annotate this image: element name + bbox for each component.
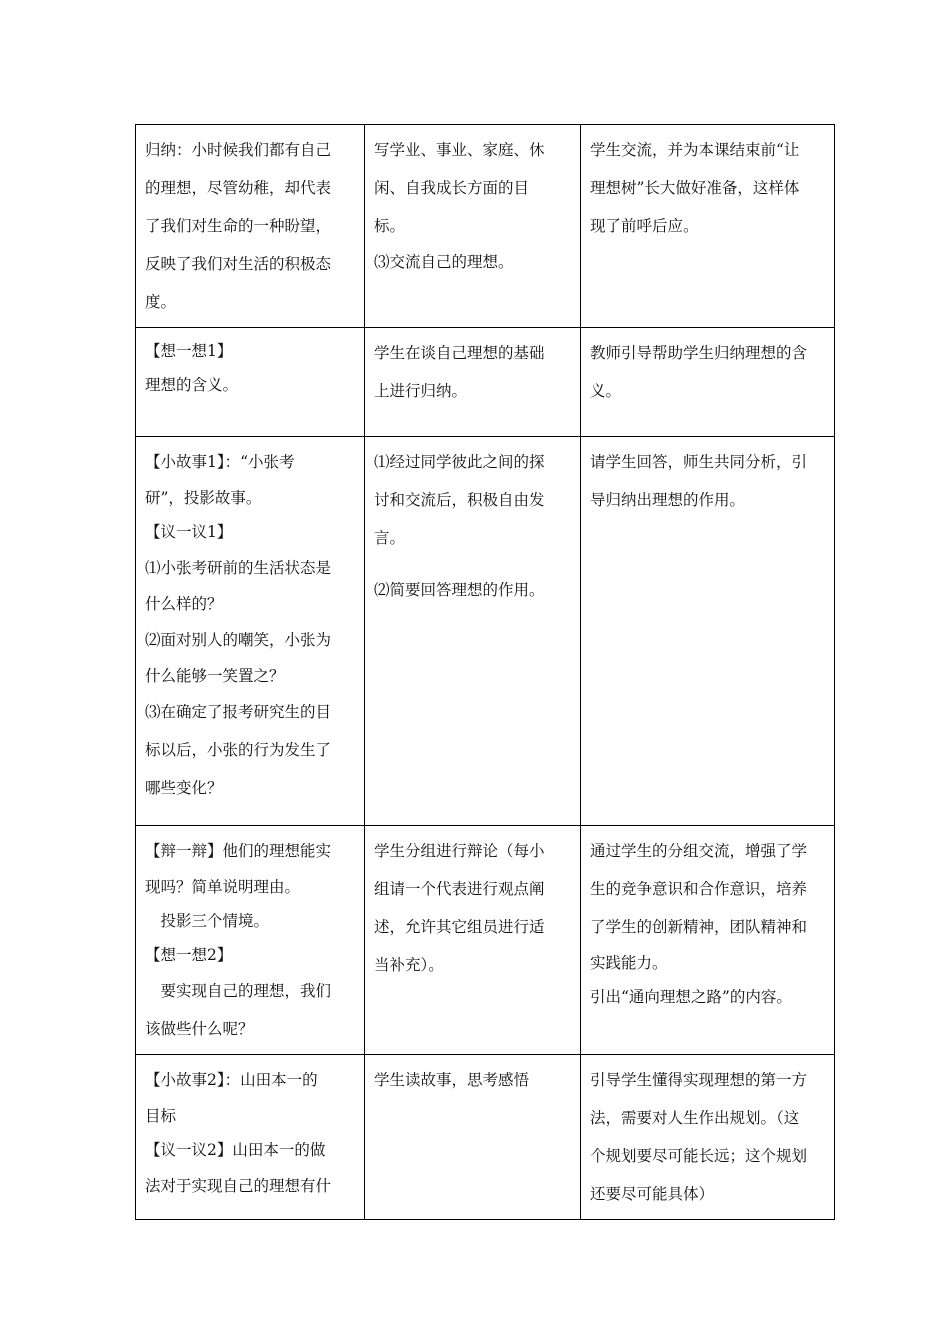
cell-line: 组请一个代表进行观点阐 bbox=[374, 880, 545, 898]
cell-line: 教师引导帮助学生归纳理想的含 bbox=[590, 344, 808, 362]
cell-line: 度。 bbox=[145, 293, 177, 311]
cell-line: 哪些变化？ bbox=[145, 779, 223, 797]
cell-line: 上进行归纳。 bbox=[374, 382, 468, 400]
cell-line: 什么能够一笑置之？ bbox=[145, 667, 285, 685]
cell-line: 实践能力。 bbox=[590, 954, 668, 972]
cell-line: 反映了我们对生活的积极态 bbox=[145, 255, 332, 273]
cell-line: 还要尽可能具体） bbox=[590, 1185, 715, 1203]
lesson-plan-table bbox=[135, 124, 835, 1220]
cell-line: 投影三个情境。 bbox=[145, 912, 270, 930]
cell-line: 了我们对生命的一种盼望， bbox=[145, 217, 332, 235]
cell-line: 生的竞争意识和合作意识，培养 bbox=[590, 880, 808, 898]
cell-line: ⑶在确定了报考研究生的目 bbox=[145, 703, 332, 721]
cell-line: 标。 bbox=[374, 217, 406, 235]
cell-line: 什么样的？ bbox=[145, 595, 223, 613]
cell-line: 讨和交流后，积极自由发 bbox=[374, 491, 545, 509]
table-cell bbox=[581, 1055, 835, 1220]
cell-line: 的理想，尽管幼稚，却代表 bbox=[145, 179, 332, 197]
cell-line: 引出“通向理想之路”的内容。 bbox=[590, 988, 792, 1006]
table-cell bbox=[136, 1055, 365, 1220]
spacer bbox=[374, 557, 571, 571]
cell-line: 研”，投影故事。 bbox=[145, 489, 262, 507]
cell-line: 引导学生懂得实现理想的第一方 bbox=[590, 1071, 808, 1089]
cell-line: 标以后，小张的行为发生了 bbox=[145, 741, 332, 759]
table-cell bbox=[365, 826, 581, 1055]
cell-line: 【小故事2】：山田本一的 bbox=[145, 1071, 318, 1089]
table-cell bbox=[136, 125, 365, 328]
table-row bbox=[136, 328, 835, 437]
cell-line: 法，需要对人生作出规划。（这 bbox=[590, 1109, 800, 1127]
table-cell bbox=[365, 328, 581, 437]
table-cell bbox=[136, 328, 365, 437]
table-row bbox=[136, 826, 835, 1055]
cell-line: 该做些什么呢？ bbox=[145, 1020, 254, 1038]
table-cell bbox=[365, 1055, 581, 1220]
table-cell bbox=[365, 125, 581, 328]
cell-line: 现了前呼后应。 bbox=[590, 217, 699, 235]
cell-line: ⑵面对别人的嘲笑，小张为 bbox=[145, 631, 332, 649]
table-row bbox=[136, 1055, 835, 1220]
table-cell bbox=[581, 826, 835, 1055]
cell-line: 言。 bbox=[374, 529, 406, 547]
cell-line: 学生交流，并为本课结束前“让 bbox=[590, 141, 800, 159]
cell-line: 写学业、事业、家庭、休 bbox=[374, 141, 545, 159]
table-row bbox=[136, 125, 835, 328]
cell-line: 【小故事1】：“小张考 bbox=[145, 453, 295, 471]
cell-line: ⑵简要回答理想的作用。 bbox=[374, 581, 545, 599]
cell-line: 请学生回答，师生共同分析，引 bbox=[590, 453, 808, 471]
cell-line: 【想一想1】 bbox=[145, 342, 233, 360]
cell-line: ⑴小张考研前的生活状态是 bbox=[145, 559, 332, 577]
cell-line: 学生分组进行辩论（每小 bbox=[374, 842, 545, 860]
cell-line: ⑶交流自己的理想。 bbox=[374, 253, 514, 271]
cell-line: 通过学生的分组交流，增强了学 bbox=[590, 842, 808, 860]
cell-line: 【想一想2】 bbox=[145, 946, 233, 964]
cell-line: 述，允许其它组员进行适 bbox=[374, 918, 545, 936]
cell-line: 了学生的创新精神，团队精神和 bbox=[590, 918, 808, 936]
cell-line: 导归纳出理想的作用。 bbox=[590, 491, 746, 509]
cell-line: 当补充）。 bbox=[374, 956, 444, 974]
cell-line: 理想树”长大做好准备，这样体 bbox=[590, 179, 800, 197]
table-cell bbox=[136, 437, 365, 826]
cell-line: 理想的含义。 bbox=[145, 376, 239, 394]
cell-line: ⑴经过同学彼此之间的探 bbox=[374, 453, 545, 471]
cell-line: 目标 bbox=[145, 1107, 177, 1125]
cell-line: 学生在谈自己理想的基础 bbox=[374, 344, 545, 362]
cell-line: 要实现自己的理想，我们 bbox=[145, 982, 332, 1000]
cell-line: 义。 bbox=[590, 382, 622, 400]
table-cell bbox=[581, 125, 835, 328]
table-row bbox=[136, 437, 835, 826]
table-cell bbox=[581, 437, 835, 826]
cell-line: 个规划要尽可能长远；这个规划 bbox=[590, 1147, 808, 1165]
cell-line: 【辩一辩】他们的理想能实 bbox=[145, 842, 332, 860]
cell-line: 学生读故事，思考感悟 bbox=[374, 1071, 530, 1089]
cell-line: 法对于实现自己的理想有什 bbox=[145, 1177, 332, 1195]
cell-line: 现吗？简单说明理由。 bbox=[145, 878, 301, 896]
table-cell bbox=[136, 826, 365, 1055]
cell-line: 归纳：小时候我们都有自己 bbox=[145, 141, 332, 159]
cell-line: 闲、自我成长方面的目 bbox=[374, 179, 530, 197]
cell-line: 【议一议1】 bbox=[145, 523, 233, 541]
table-cell bbox=[581, 328, 835, 437]
table-cell bbox=[365, 437, 581, 826]
cell-line: 【议一议2】山田本一的做 bbox=[145, 1141, 326, 1159]
